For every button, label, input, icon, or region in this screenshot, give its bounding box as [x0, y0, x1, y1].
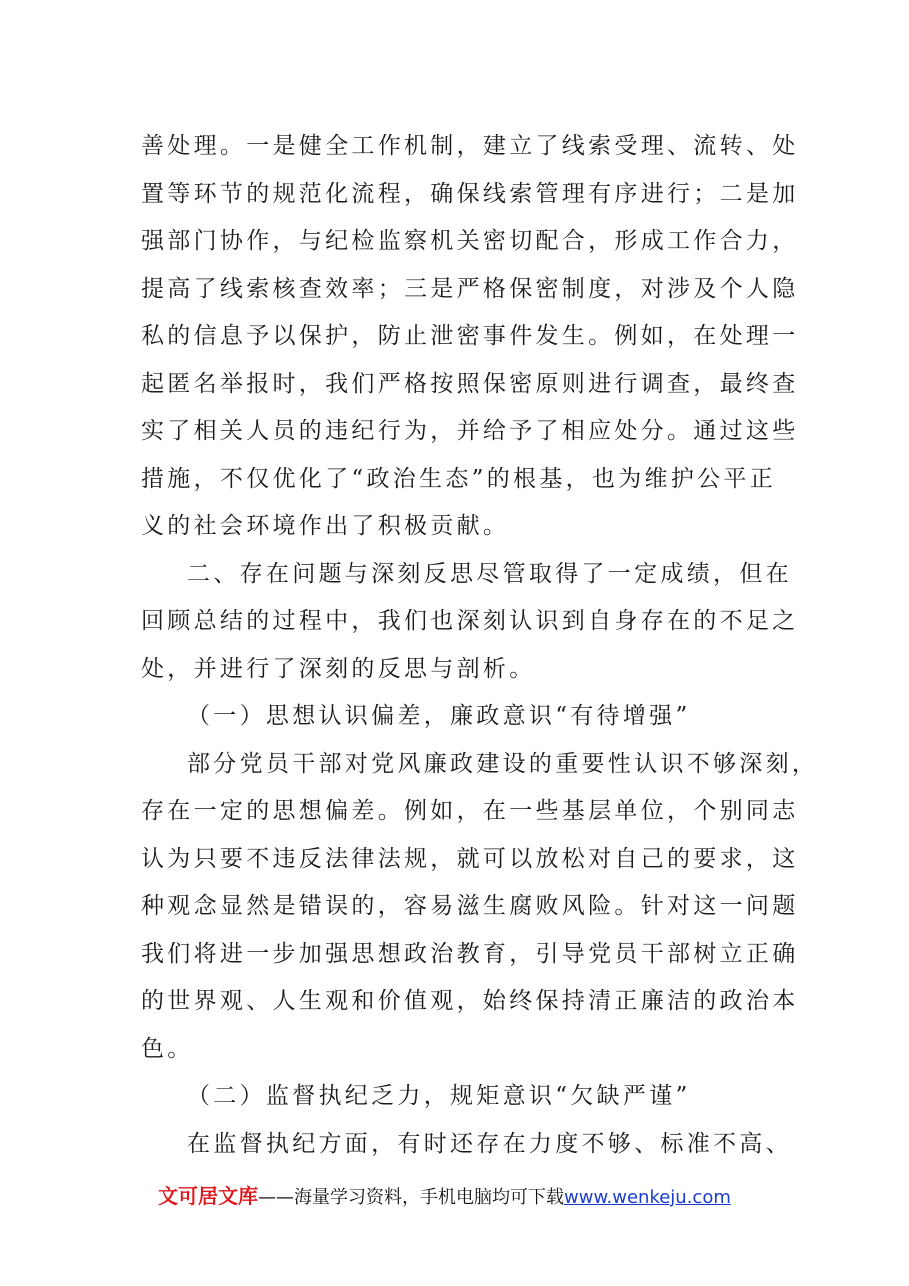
footer-link[interactable]: www.wenkeju.com — [564, 1187, 731, 1208]
text-line: 置等环节的规范化流程，确保线索管理有序进行；二是加 — [141, 180, 799, 207]
text-line: 色。 — [141, 1035, 194, 1062]
subsection-heading-1: （一）思想认识偏差，廉政意识“有待增强” — [187, 703, 691, 729]
text-line: 处，并进行了深刻的反思与剖析。 — [141, 655, 536, 682]
text-line: 善处理。一是健全工作机制，建立了线索受理、流转、处 — [141, 133, 799, 159]
text-line: 的世界观、人生观和价值观，始终保持清正廉洁的政治本 — [141, 988, 799, 1014]
text-line: 存在一定的思想偏差。例如，在一些基层单位，个别同志 — [141, 798, 799, 824]
text-line: 措施，不仅优化了“政治生态”的根基，也为维护公平正 — [141, 465, 777, 492]
text-line: 认为只要不违反法律法规，就可以放松对自己的要求，这 — [141, 845, 799, 872]
footer-brand: 文可居文库 — [158, 1184, 258, 1208]
text-line: 我们将进一步加强思想政治教育，引导党员干部树立正确 — [141, 940, 799, 967]
text-line: 在监督执纪方面，有时还存在力度不够、标准不高、 — [187, 1130, 792, 1157]
document-body — [141, 123, 819, 1168]
text-line: 回顾总结的过程中，我们也深刻认识到自身存在的不足之 — [141, 608, 799, 634]
page-footer — [158, 1180, 798, 1212]
text-line: 私的信息予以保护，防止泄密事件发生。例如，在处理一 — [141, 323, 799, 349]
text-line: 起匿名举报时，我们严格按照保密原则进行调查，最终查 — [141, 370, 799, 397]
section-heading-line: 二、存在问题与深刻反思尽管取得了一定成绩，但在 — [187, 560, 792, 587]
text-line: 种观念显然是错误的，容易滋生腐败风险。针对这一问题 — [141, 893, 799, 919]
footer-tagline: ——海量学习资料，手机电脑均可下载 — [258, 1187, 564, 1208]
text-line: 义的社会环境作出了积极贡献。 — [141, 513, 510, 539]
text-line: 提高了线索核查效率；三是严格保密制度，对涉及个人隐 — [141, 275, 799, 302]
text-line: 部分党员干部对党风廉政建设的重要性认识不够深刻， — [187, 750, 819, 777]
text-line: 强部门协作，与纪检监察机关密切配合，形成工作合力， — [141, 228, 799, 254]
text-line: 实了相关人员的违纪行为，并给予了相应处分。通过这些 — [141, 418, 799, 444]
subsection-heading-2: （二）监督执纪乏力，规矩意识“欠缺严谨” — [187, 1083, 691, 1109]
